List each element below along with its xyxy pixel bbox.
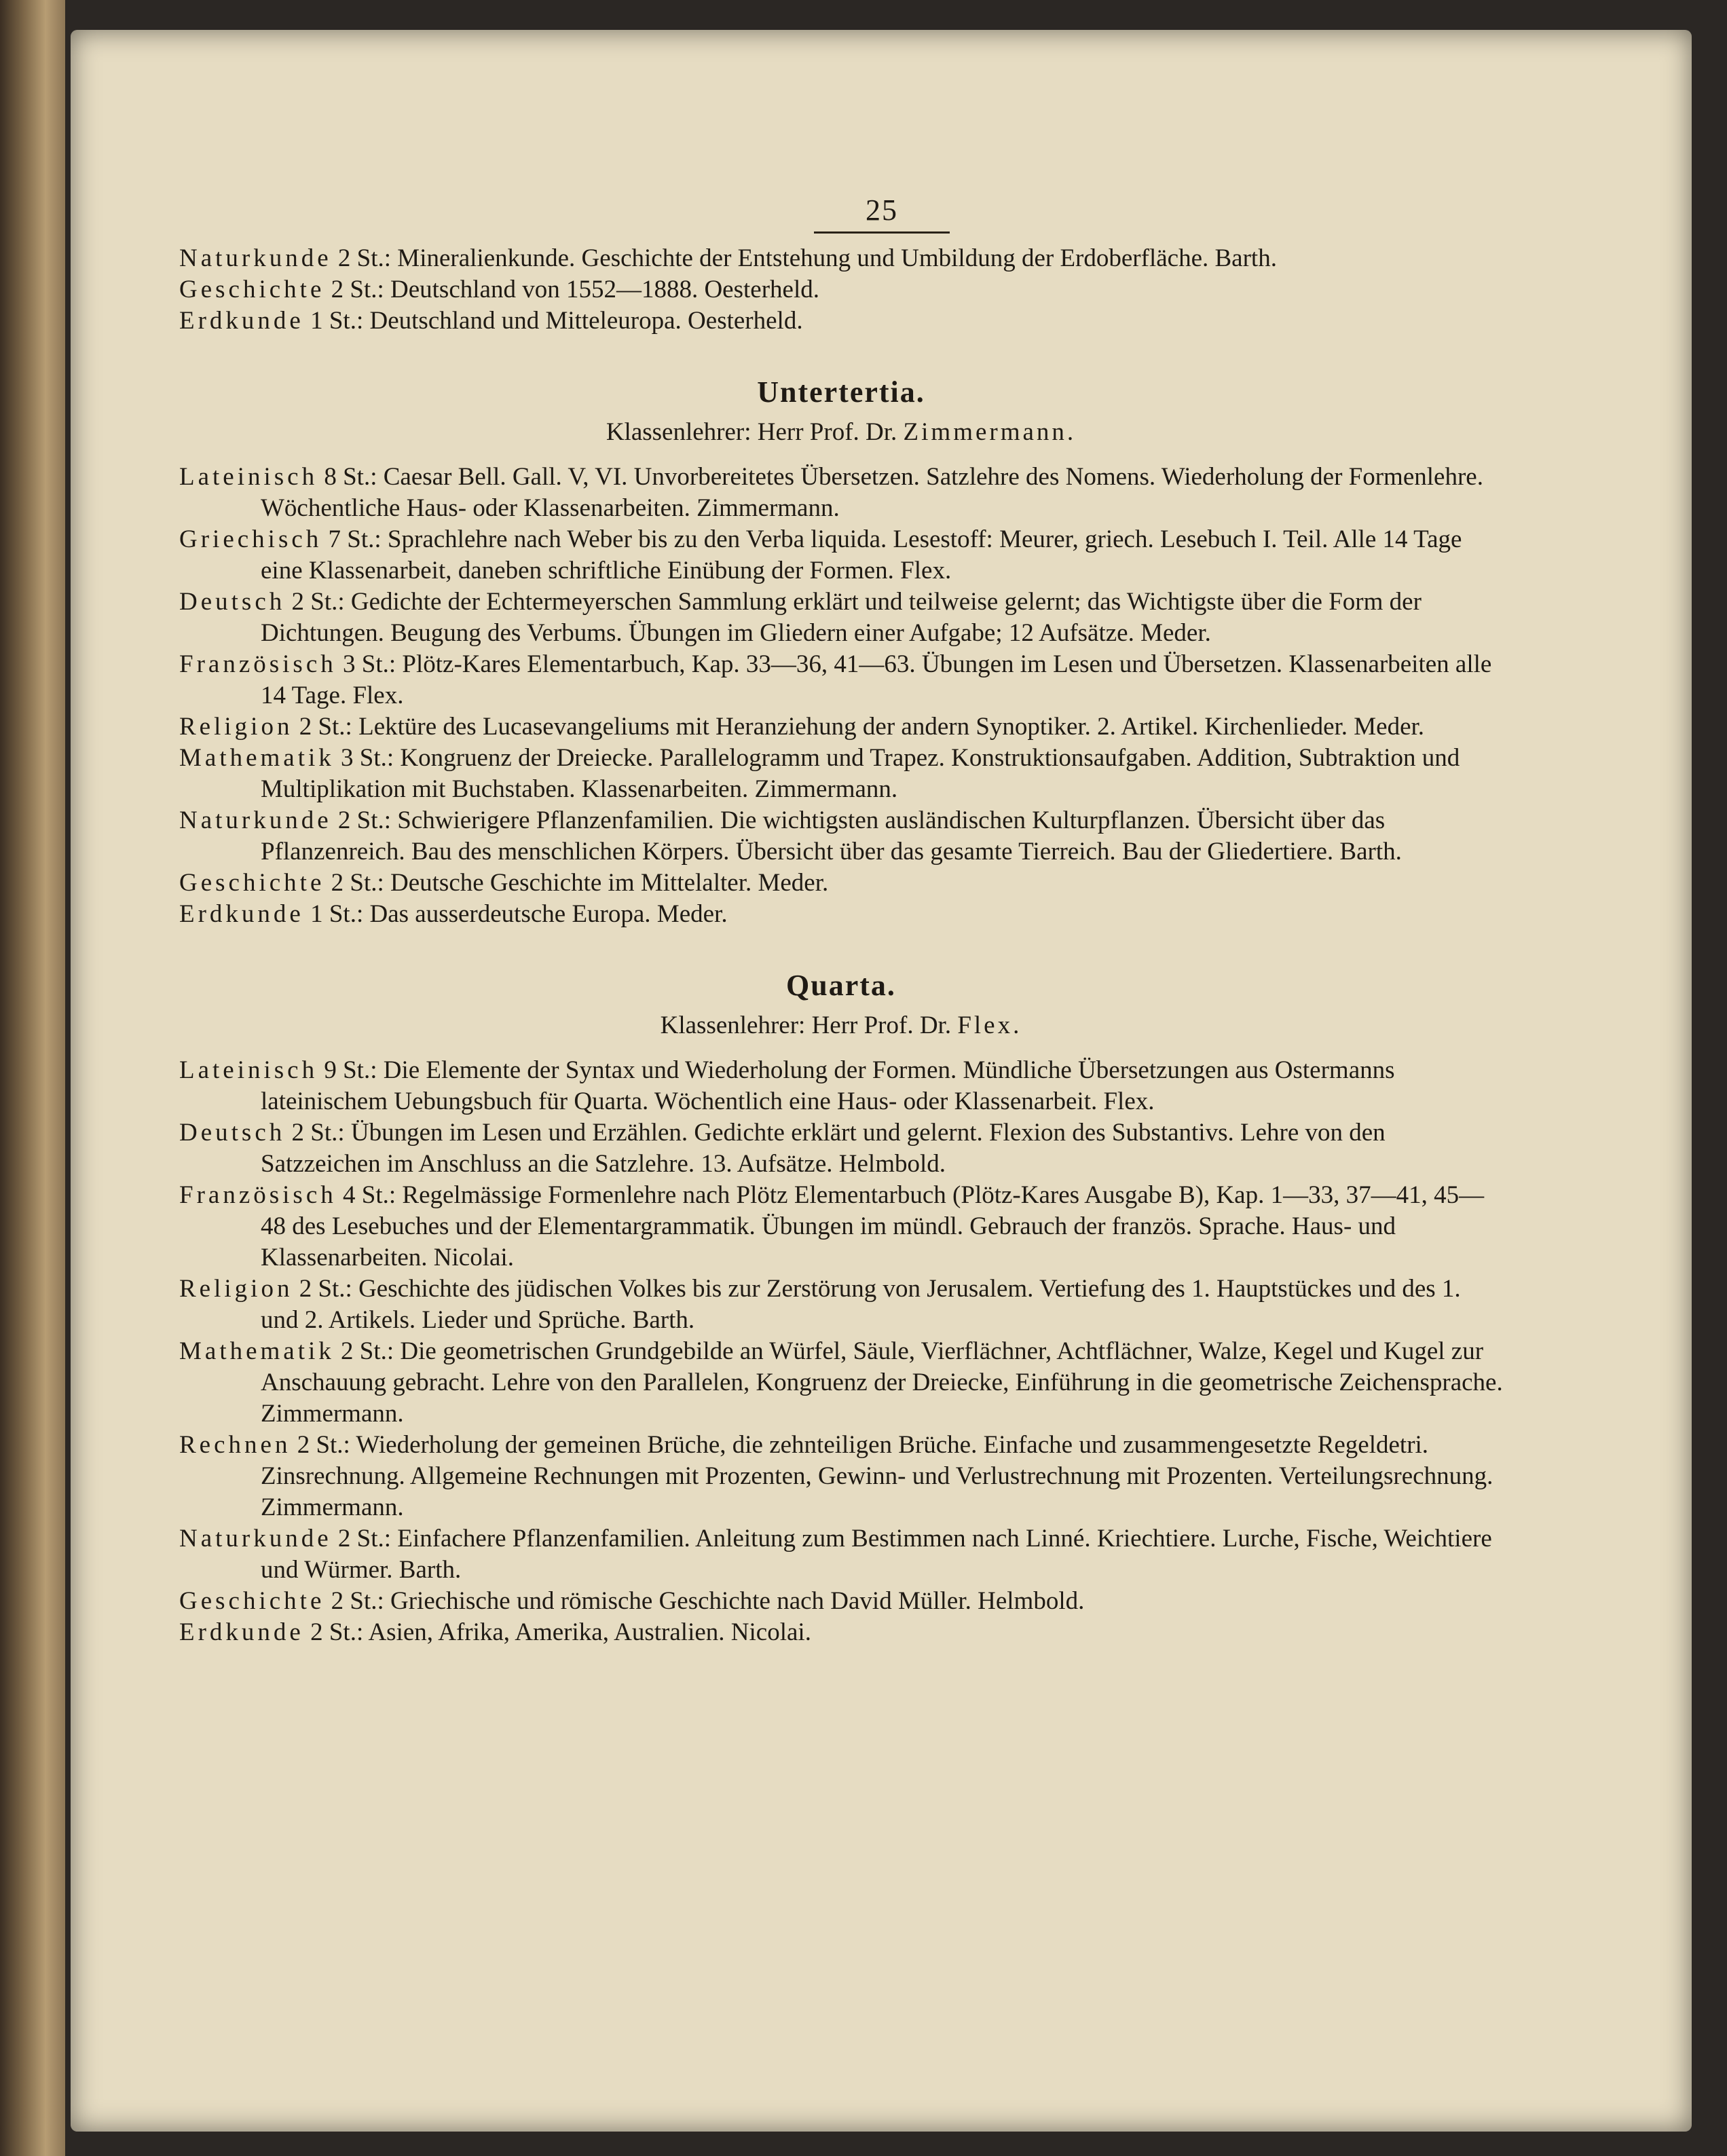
page-content	[179, 193, 1503, 1648]
entry-text: 3 St.: Plötz-Kares Elementarbuch, Kap. 33—36, 41—63. Übungen im Lesen und Übersetzen. Klassenarbeiten alle 14 Tage. Flex.	[261, 650, 1492, 709]
entry-subject: Geschichte	[179, 869, 325, 897]
entry	[179, 711, 1503, 743]
entry-text: 2 St.: Schwierigere Pflanzenfamilien. Die wichtigsten ausländischen Kulturpflanzen. Übersicht über das Pflanzenreich. Bau des menschlichen Körpers. Übersicht über das gesamte Tierreich. Bau der Gliedertiere. Barth.	[261, 806, 1402, 866]
entry-subject: Französisch	[179, 1181, 337, 1209]
entry-text: 2 St.: Gedichte der Echtermeyerschen Sammlung erklärt und teilweise gelernt; das Wichtigste über die Form der Dichtungen. Beugung des Verbums. Übungen im Gliedern einer Aufgabe; 12 Aufsätze. Meder.	[261, 588, 1422, 647]
entry	[179, 462, 1503, 524]
entry-text: 7 St.: Sprachlehre nach Weber bis zu den Verba liquida. Lesestoff: Meurer, griech. Lesebuch I. Teil. Alle 14 Tage eine Klassenarbeit, daneben schriftliche Einübung der Formen. Flex.	[261, 525, 1462, 584]
entry-subject: Lateinisch	[179, 463, 318, 491]
entry-subject: Naturkunde	[179, 244, 332, 272]
entry-text: 9 St.: Die Elemente der Syntax und Wiederholung der Formen. Mündliche Übersetzungen aus Ostermanns lateinischem Uebungsbuch für Quarta. Wöchentlich eine Haus- oder Klassenarbeit. Flex.	[261, 1056, 1395, 1115]
entry-subject: Deutsch	[179, 1119, 286, 1147]
entry	[179, 1117, 1503, 1180]
entry	[179, 1055, 1503, 1117]
page-number-rule	[814, 231, 950, 234]
top-entries	[179, 243, 1503, 337]
entry-text: 2 St.: Lektüre des Lucasevangeliums mit Heranziehung der andern Synoptiker. 2. Artikel. Kirchenlieder. Meder.	[293, 713, 1425, 741]
entry-subject: Mathematik	[179, 744, 335, 772]
section-untertertia	[179, 375, 1503, 930]
entry-text: 2 St.: Asien, Afrika, Amerika, Australien. Nicolai.	[303, 1618, 811, 1646]
entry-text: 4 St.: Regelmässige Formenlehre nach Plötz Elementarbuch (Plötz-Kares Ausgabe B), Kap. 1—33, 37—41, 45—48 des Lesebuches und der Elementargrammatik. Übungen im mündl. Gebrauch der französ. Sprache. Haus- und Klassenarbeiten. Nicolai.	[261, 1181, 1485, 1271]
entry	[179, 243, 1503, 274]
entry	[179, 1274, 1503, 1336]
entry	[179, 899, 1503, 930]
page-number: 25	[866, 193, 898, 227]
entry	[179, 305, 1503, 337]
entry-text: 2 St.: Einfachere Pflanzenfamilien. Anleitung zum Bestimmen nach Linné. Kriechtiere. Lurche, Fische, Weichtiere und Würmer. Barth.	[261, 1525, 1492, 1584]
entry-text: 2 St.: Die geometrischen Grundgebilde an Würfel, Säule, Vierflächner, Achtflächner, Walze, Kegel und Kugel zur Anschauung gebracht. Lehre von den Parallelen, Kongruenz der Dreiecke, Einführung in die geometrische Zeichensprache. Zimmermann.	[261, 1337, 1503, 1428]
entry-subject: Mathematik	[179, 1337, 335, 1365]
section-quarta	[179, 968, 1503, 1648]
entry-subject: Erdkunde	[179, 307, 304, 335]
entry	[179, 524, 1503, 587]
entry	[179, 1180, 1503, 1274]
entry-text: 1 St.: Deutschland und Mitteleuropa. Oesterheld.	[303, 307, 803, 335]
class-teacher	[179, 1011, 1503, 1040]
class-teacher	[179, 417, 1503, 447]
entry-text: 2 St.: Deutsche Geschichte im Mittelalter. Meder.	[324, 869, 829, 897]
teacher-name: Zimmermann.	[903, 418, 1077, 446]
book-binding-edge	[0, 0, 65, 2156]
entry	[179, 587, 1503, 649]
entry	[179, 274, 1503, 305]
entry-text: 2 St.: Wiederholung der gemeinen Brüche, die zehnteiligen Brüche. Einfache und zusammengesetzte Regeldetri. Zinsrechnung. Allgemeine Rechnungen mit Prozenten, Gewinn- und Verlustrechnung mit Prozenten. Verteilungsrechnung. Zimmermann.	[261, 1431, 1493, 1521]
entry-text: 1 St.: Das ausserdeutsche Europa. Meder.	[303, 900, 728, 928]
entry-subject: Erdkunde	[179, 900, 304, 928]
entry-subject: Erdkunde	[179, 1618, 304, 1646]
entry-text: 8 St.: Caesar Bell. Gall. V, VI. Unvorbereitetes Übersetzen. Satzlehre des Nomens. Wiederholung der Formenlehre. Wöchentliche Haus- oder Klassenarbeiten. Zimmermann.	[261, 463, 1483, 522]
section-heading: Quarta.	[786, 969, 896, 1002]
entry	[179, 868, 1503, 899]
entry-subject: Religion	[179, 1275, 293, 1303]
teacher-prefix: Klassenlehrer: Herr Prof. Dr.	[606, 418, 904, 446]
entry-text: 2 St.: Deutschland von 1552—1888. Oesterheld.	[324, 276, 819, 303]
entry-subject: Griechisch	[179, 525, 322, 553]
entry	[179, 1523, 1503, 1586]
entry-subject: Lateinisch	[179, 1056, 318, 1084]
book-page	[71, 30, 1692, 2132]
entry-subject: Geschichte	[179, 1587, 325, 1615]
entry-subject: Deutsch	[179, 588, 286, 616]
teacher-name: Flex.	[957, 1011, 1022, 1039]
entry-subject: Geschichte	[179, 276, 325, 303]
entry-subject: Rechnen	[179, 1431, 291, 1459]
section-heading: Untertertia.	[757, 375, 925, 409]
teacher-prefix: Klassenlehrer: Herr Prof. Dr.	[660, 1011, 958, 1039]
entry	[179, 1336, 1503, 1430]
entry-text: 3 St.: Kongruenz der Dreiecke. Parallelogramm und Trapez. Konstruktionsaufgaben. Addition, Subtraktion und Multiplikation mit Buchstaben. Klassenarbeiten. Zimmermann.	[261, 744, 1460, 803]
entry-subject: Naturkunde	[179, 806, 332, 834]
entry-subject: Religion	[179, 713, 293, 741]
entry-text: 2 St.: Übungen im Lesen und Erzählen. Gedichte erklärt und gelernt. Flexion des Substantivs. Lehre von den Satzzeichen im Anschluss an die Satzlehre. 13. Aufsätze. Helmbold.	[261, 1119, 1386, 1178]
entry	[179, 743, 1503, 805]
entry	[179, 1430, 1503, 1523]
entry-subject: Naturkunde	[179, 1525, 332, 1553]
entry	[179, 1617, 1503, 1648]
entry	[179, 649, 1503, 711]
entry	[179, 1586, 1503, 1617]
entry-text: 2 St.: Mineralienkunde. Geschichte der Entstehung und Umbildung der Erdoberfläche. Barth.	[331, 244, 1277, 272]
entry	[179, 805, 1503, 868]
entry-subject: Französisch	[179, 650, 337, 678]
entry-text: 2 St.: Griechische und römische Geschichte nach David Müller. Helmbold.	[324, 1587, 1085, 1615]
entry-text: 2 St.: Geschichte des jüdischen Volkes bis zur Zerstörung von Jerusalem. Vertiefung des 1. Hauptstückes und des 1. und 2. Artikels. Lieder und Sprüche. Barth.	[261, 1275, 1461, 1334]
